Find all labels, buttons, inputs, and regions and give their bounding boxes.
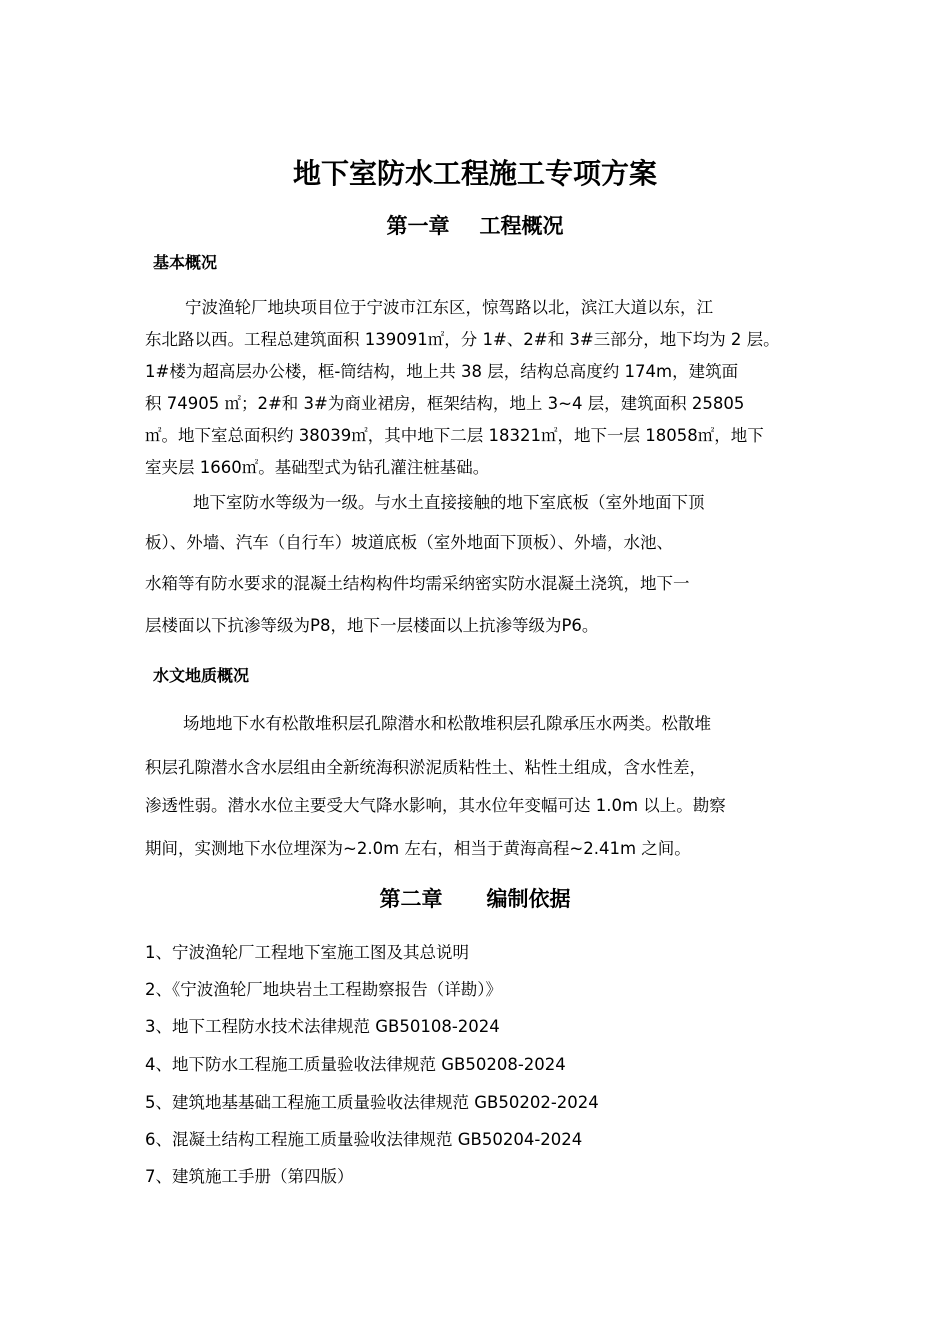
paragraph-line: 期间，实测地下水位埋深为~2.0m 左右，相当于黄海高程~2.41m 之间。 [145, 839, 691, 858]
reference-item: 4、地下防水工程施工质量验收法律规范 GB50208-2024 [145, 1055, 566, 1074]
paragraph-line: 东北路以西。工程总建筑面积 139091㎡，分 1#、2#和 3#三部分，地下均为 2 层。 [145, 330, 780, 349]
paragraph-line: 水箱等有防水要求的混凝土结构构件均需采纳密实防水混凝土浇筑，地下一 [145, 574, 690, 593]
paragraph-line: 地下室防水等级为一级。与水土直接接触的地下室底板（室外地面下顶 [193, 493, 705, 512]
section-hydrogeology-heading: 水文地质概况 [153, 666, 250, 685]
paragraph-line: 板）、外墙、汽车（自行车）坡道底板（室外地面下顶板）、外墙，水池、 [145, 533, 673, 552]
chapter-1-heading [0, 211, 950, 241]
reference-item: 2、《宁波渔轮厂地块岩土工程勘察报告（详勘）》 [145, 980, 502, 999]
paragraph-line: ㎡。地下室总面积约 38039㎡，其中地下二层 18321㎡，地下一层 18058㎡，地下 [145, 426, 764, 445]
paragraph-line: 渗透性弱。潜水水位主要受大气降水影响，其水位年变幅可达 1.0m 以上。勘察 [145, 796, 726, 815]
reference-item: 6、混凝土结构工程施工质量验收法律规范 GB50204-2024 [145, 1130, 583, 1149]
chapter-2-name: 编制依据 [486, 887, 571, 911]
chapter-2-heading [0, 884, 950, 914]
reference-item: 5、建筑地基基础工程施工质量验收法律规范 GB50202-2024 [145, 1093, 599, 1112]
paragraph-line: 积 74905 ㎡；2#和 3#为商业裙房，框架结构，地上 3~4 层，建筑面积 25805 [145, 394, 745, 413]
chapter-1-name: 工程概况 [479, 214, 564, 238]
reference-item: 3、地下工程防水技术法律规范 GB50108-2024 [145, 1017, 500, 1036]
paragraph-line: 1#楼为超高层办公楼，框-筒结构，地上共 38 层，结构总高度约 174m，建筑面 [145, 362, 739, 381]
chapter-2-number: 第二章 [379, 887, 443, 911]
paragraph-line: 积层孔隙潜水含水层组由全新统海积淤泥质粘性土、粘性土组成，含水性差， [145, 758, 706, 777]
paragraph-line: 场地地下水有松散堆积层孔隙潜水和松散堆积层孔隙承压水两类。松散堆 [183, 714, 711, 733]
paragraph-line: 层楼面以下抗渗等级为P8，地下一层楼面以上抗渗等级为P6。 [145, 616, 599, 635]
paragraph-line: 室夹层 1660㎡。基础型式为钻孔灌注桩基础。 [145, 458, 490, 477]
reference-item: 1、宁波渔轮厂工程地下室施工图及其总说明 [145, 943, 469, 962]
reference-item: 7、建筑施工手册（第四版） [145, 1167, 354, 1186]
paragraph-line: 宁波渔轮厂地块项目位于宁波市江东区，惊驾路以北，滨江大道以东，江 [185, 298, 713, 317]
section-basic-overview-heading: 基本概况 [153, 253, 218, 272]
chapter-1-number: 第一章 [386, 214, 450, 238]
document-title: 地下室防水工程施工专项方案 [292, 157, 657, 190]
